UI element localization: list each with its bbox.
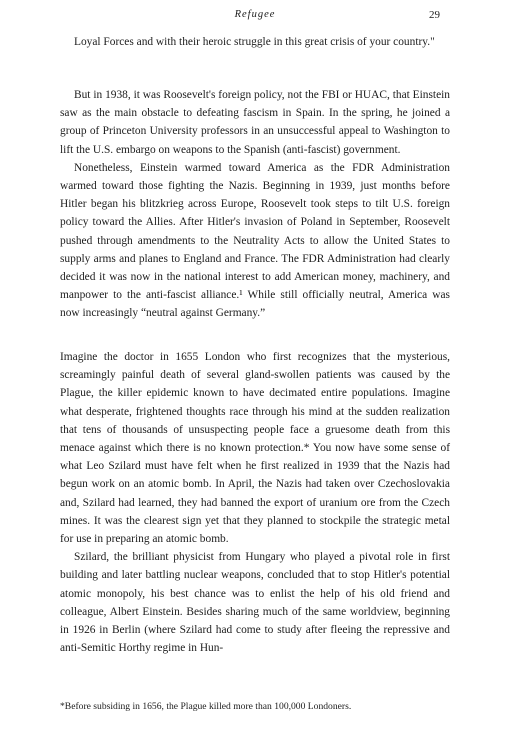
running-head [0, 9, 510, 25]
section-body-1 [60, 86, 450, 323]
quote-text: Loyal Forces and with their heroic struggle in this great crisis of your country." [74, 36, 435, 48]
running-title: Refugee [234, 9, 276, 20]
paragraph: Nonetheless, Einstein warmed toward America as the FDR Administration warmed toward those fighting the Nazis. Beginning in 1939, just months before Hitler began his blitzkrieg across Europe, Roosevelt took steps to tilt U.S. foreign policy toward the Allies. After Hitler's invasion of Poland in September, Roosevelt pushed through amendments to the Neutrality Acts to allow the United States to supply arms and planes to England and France. The FDR Administration had clearly decided it was now in the national interest to add American money, machinery, and manpower to the anti-fascist alliance.¹ While still officially neutral, America was now increasingly “neutral against Germany.” [60, 161, 450, 320]
footnote: *Before subsiding in 1656, the Plague killed more than 100,000 Londoners. [60, 701, 352, 712]
paragraph: Szilard, the brilliant physicist from Hungary who played a pivotal role in first building and later battling nuclear weapons, concluded that to stop Hitler's potential atomic monopoly, his best chance was to enlist the help of his old friend and colleague, Albert Einstein. Besides sharing much of the same worldview, beginning in 1926 in Berlin (where Szilard had come to study after fleeing the repressive and anti-Semitic Horthy regime in Hun- [60, 551, 450, 655]
block-quote [74, 33, 449, 51]
section-body-2 [60, 348, 450, 657]
paragraph: Imagine the doctor in 1655 London who first recognizes that the mysterious, screamingly painful death of several gland-swollen patients was caused by the Plague, the killer epidemic known to have decimated entire populations. Imagine what desperate, frightened thoughts race through his mind at the sudden realization that tens of thousands of unsuspecting people face a gruesome death from this menace against which there is no known protection.* You now have some sense of what Leo Szilard must have felt when he first realized in 1939 that the Nazis had begun work on an atomic bomb. In April, the Nazis had taken over Czechoslovakia and, Szilard had learned, they had banned the export of uranium ore from the Czech mines. It was the clearest sign yet that they planned to stockpile the strategic metal for use in preparing an atomic bomb. [60, 351, 450, 546]
page-number: 29 [429, 9, 440, 21]
paragraph: But in 1938, it was Roosevelt's foreign policy, not the FBI or HUAC, that Einstein saw as the main obstacle to defeating fascism in Spain. In the spring, he joined a group of Princeton University professors in an unsuccessful appeal to Washington to lift the U.S. embargo on weapons to the Spanish (anti-fascist) government. [60, 89, 450, 156]
